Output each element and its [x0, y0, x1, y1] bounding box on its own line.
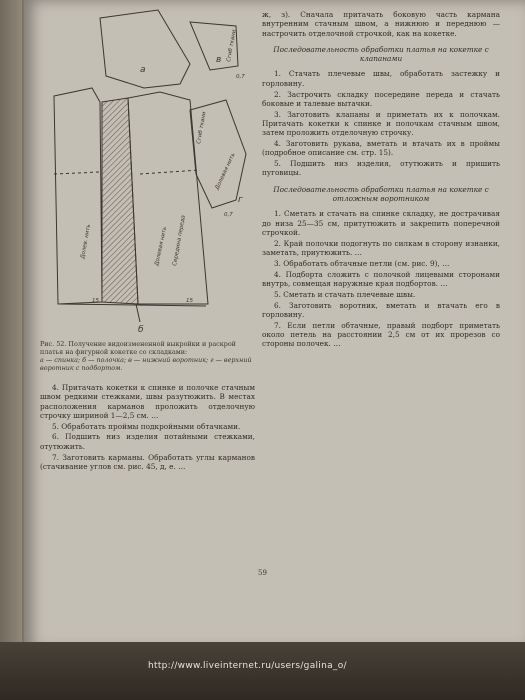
- left-column: [40, 383, 255, 473]
- label-0-7-bottom: 0,7: [224, 212, 233, 218]
- label-fold-upper: Сгиб ткани: [226, 29, 238, 63]
- back-piece: [54, 88, 102, 304]
- section-heading: Последовательность обработки платья на кокетке с отложным воротником: [273, 184, 489, 204]
- label-15-right: 15: [186, 298, 193, 304]
- list-item: 3. Обработать обтачные петли (см. рис. 9), …: [274, 258, 450, 268]
- paragraph: 5. Обработать проймы подкройными обтачками.: [52, 421, 241, 431]
- table-surface: [0, 642, 525, 700]
- list-item: 6. Заготовить воротник, вметать и втачать его в горловину.: [262, 300, 500, 319]
- label-grain-back: Долев. нить: [80, 223, 93, 260]
- list-item: 4. Подборта сложить с полочкой лицевыми сторонами внутрь, совмещая наружные края подбортов. …: [262, 269, 500, 288]
- page-number: 59: [258, 569, 267, 577]
- paragraph: 6. Подшить низ изделия потайными стежками, отутюжить.: [40, 432, 255, 451]
- list-item: 2. Край полочки подогнуть по силкам в сторону изнанки, заметать, приутюжить. …: [262, 238, 500, 258]
- paragraph: ж, з). Сначала притачать боковую часть кармана внутренним стачным швом, а нижнюю и переднюю — настрочить отделочной строчкой, как на кокетке.: [262, 10, 500, 38]
- left-page-edge: [0, 0, 22, 650]
- label-grain-collar: Долевая нить: [214, 152, 237, 191]
- list-item: 3. Заготовить клапаны и приметать их к полочкам. Притачать кокетки к спинке и полочкам стачным швом, затем проложить отделочную строчку.: [262, 109, 500, 138]
- list-item: 2. Застрочить складку посередине переда и стачать боковые и талевые вытачки.: [262, 89, 500, 108]
- label-center-front: Середина переда: [172, 214, 187, 267]
- label-g: г: [238, 195, 243, 205]
- list-item: 5. Подшить низ изделия, отутюжить и пришить пуговицы.: [262, 159, 500, 178]
- figure-caption: [40, 340, 255, 372]
- caption-legend: а — спинка; б — полочка; в — нижний воротник; г — верхний воротник с подбортом.: [40, 356, 252, 372]
- list-item: 4. Заготовить рукава, вметать и втачать их в проймы (подробное описание см. стр. 15).: [262, 139, 500, 158]
- watermark-url: http://www.liveinternet.ru/users/galina_o/: [148, 661, 347, 671]
- yoke-piece: [100, 10, 190, 88]
- paragraph: 4. Притачать кокетки к спинке и полочке стачным швом редкими стежками, швы разутюжить. В местах расположения карманов проложить отделочную строчку шириной 1—2,5 см. …: [40, 383, 255, 420]
- label-grain-front: Долевая нить: [154, 226, 169, 267]
- list-item: 7. Если петли обтачные, правый подборт приметать около петель на расстоянии 2,5 см от их прорезов со стороны полочек. …: [262, 320, 500, 349]
- label-v: в: [216, 55, 222, 65]
- right-column: [262, 10, 500, 350]
- label-b: б: [138, 325, 144, 335]
- list-item: 1. Сметать и стачать на спинке складку, не дострачивая до низа 25—35 см, притутюжить и закрепить поперечной строчкой.: [262, 209, 500, 237]
- list-item: 5. Сметать и стачать плечевые швы.: [274, 289, 416, 299]
- list-item: 1. Стачать плечевые швы, обработать застежку и горловину.: [262, 69, 500, 88]
- front-right-piece: [128, 92, 208, 304]
- label-15-left: 15: [92, 298, 99, 304]
- section-heading: Последовательность обработки платья на кокетке с клапанами: [273, 44, 489, 64]
- caption-title: Рис. 52. Получение видоизмененной выкройки и раскрой платья на фигурной кокетке со складками:: [40, 340, 236, 356]
- pattern-figure: [40, 4, 255, 336]
- paragraph: 7. Заготовить карманы. Обработать углы карманов (стачивание углов см. рис. 45, д, е. …: [40, 452, 255, 471]
- label-a: а: [140, 65, 146, 75]
- label-0-7-top: 0,7: [236, 74, 245, 80]
- label-fold-main: Сгиб ткани: [196, 111, 208, 145]
